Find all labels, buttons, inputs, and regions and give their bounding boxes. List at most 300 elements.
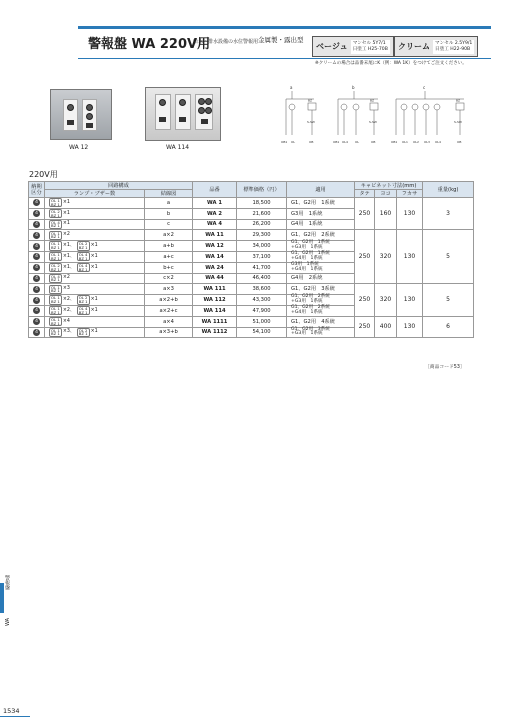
ol-count: 4 bbox=[57, 219, 60, 225]
lamp-buzzer-bracket bbox=[49, 317, 62, 326]
bz-count: 1 bbox=[85, 309, 88, 315]
weight-cell: 5 bbox=[423, 284, 474, 316]
spec-table-body bbox=[29, 198, 474, 338]
lamp-buzzer-combo bbox=[49, 306, 77, 315]
color-code-line: マンセル 5Y7/1 bbox=[352, 40, 386, 46]
application-cell bbox=[287, 295, 355, 306]
header-wiring: 結線図 bbox=[145, 190, 193, 198]
order-note: ※クリームの場合は品番末尾にK（例：WA 1K）をつけてご注文ください。 bbox=[315, 61, 467, 66]
lamp-icon bbox=[86, 113, 93, 120]
ol-prefix: OL bbox=[51, 327, 58, 333]
price-cell: 47,900 bbox=[237, 305, 287, 316]
delivery-cell bbox=[29, 198, 45, 209]
ol-count: 2 bbox=[85, 295, 88, 301]
bz-count: 1 bbox=[85, 245, 88, 251]
price-cell: 18,500 bbox=[237, 198, 287, 209]
switch-icon bbox=[159, 117, 166, 122]
header-depth: フカサ bbox=[397, 190, 423, 198]
bz-count: 1 bbox=[57, 331, 60, 337]
side-series-label: WA bbox=[5, 617, 11, 626]
multiplier: ×2、 bbox=[62, 297, 75, 303]
lamp-icon bbox=[198, 107, 205, 114]
multiplier: ×3 bbox=[62, 286, 70, 292]
application-line: G3用 1系統 bbox=[291, 210, 323, 217]
price-cell: 41,700 bbox=[237, 262, 287, 273]
diagram-label-c: c bbox=[423, 85, 426, 90]
ol-count: 1 bbox=[57, 252, 60, 258]
delivery-cell bbox=[29, 262, 45, 273]
header-application: 適用 bbox=[287, 182, 355, 198]
multiplier-value: 1 bbox=[66, 210, 70, 216]
color-option-beige bbox=[312, 36, 394, 57]
terminal-label: OB1 bbox=[281, 140, 288, 144]
multiplier: ×1 bbox=[62, 199, 70, 205]
bz-count: 1 bbox=[85, 266, 88, 272]
lamp-icon bbox=[198, 98, 205, 105]
lamp-buzzer-bracket bbox=[49, 295, 62, 304]
model-cell: WA 1112 bbox=[193, 327, 237, 338]
multiplier: ×1 bbox=[90, 264, 98, 270]
lamp-buzzer-combo bbox=[49, 274, 72, 283]
wiring-cell: a+b bbox=[145, 241, 193, 252]
lamp-buzzer-combo bbox=[49, 252, 77, 261]
wiring-cell: a×2 bbox=[145, 230, 193, 241]
lamp-buzzer-bracket bbox=[77, 295, 90, 304]
color-code-line: マンセル 2.5Y9/1 bbox=[435, 40, 473, 46]
bz-count: 1 bbox=[57, 245, 60, 251]
color-code bbox=[433, 40, 474, 54]
lamp-buzzer-cell bbox=[45, 241, 145, 252]
cabinet-depth-cell: 130 bbox=[397, 284, 423, 316]
bz-prefix: BZ bbox=[78, 299, 86, 305]
multiplier-value: 2 bbox=[66, 232, 70, 238]
multiplier: ×1、 bbox=[62, 243, 75, 249]
ol-count: 1 bbox=[57, 327, 60, 333]
price-cell: 54,100 bbox=[237, 327, 287, 338]
delivery-cell bbox=[29, 273, 45, 284]
bz-prefix: BZ bbox=[51, 223, 58, 229]
delivery-mark-icon: 4 bbox=[33, 307, 40, 314]
application-line: +G3用 1系統 bbox=[291, 245, 323, 251]
application-line: +G3用 1系統 bbox=[291, 331, 323, 337]
application-line: G1、G2用 1系統 bbox=[291, 199, 335, 206]
page-number: 1534 bbox=[3, 707, 20, 715]
lamp-buzzer-bracket bbox=[77, 252, 90, 261]
lamp-buzzer-combo bbox=[49, 231, 72, 240]
bz-count: 1 bbox=[57, 255, 60, 261]
lamp-icon bbox=[205, 98, 212, 105]
bz-count: 1 bbox=[57, 266, 60, 272]
lamp-buzzer-combo bbox=[77, 252, 100, 261]
cabinet-width-cell: 320 bbox=[375, 284, 397, 316]
page-title: 警報盤 WA 220V用 bbox=[88, 37, 211, 52]
bz-count: 1 bbox=[57, 320, 60, 326]
header-delivery: 納期区分 bbox=[29, 182, 45, 198]
multiplier: ×2 bbox=[62, 232, 70, 238]
bz-prefix: BZ bbox=[51, 288, 58, 294]
application-line: +G4用 1系統 bbox=[291, 309, 323, 315]
side-section-tab bbox=[0, 583, 4, 613]
product-code-note: ［商品コード53］ bbox=[425, 365, 465, 370]
price-cell: 29,300 bbox=[237, 230, 287, 241]
application-cell bbox=[287, 305, 355, 316]
application-line: G1、G2用 4系統 bbox=[291, 318, 335, 325]
application-line: G1、G2用 2系統 bbox=[291, 294, 330, 300]
multiplier: ×1 bbox=[90, 253, 98, 259]
header-weight: 重量(kg) bbox=[423, 182, 474, 198]
model-cell: WA 114 bbox=[193, 305, 237, 316]
application-line: +G4用 1系統 bbox=[291, 255, 323, 261]
ol-count: 2 bbox=[85, 327, 88, 333]
bz-prefix: BZ bbox=[78, 245, 86, 251]
model-cell: WA 111 bbox=[193, 284, 237, 295]
multiplier: ×1 bbox=[90, 243, 98, 249]
delivery-cell bbox=[29, 284, 45, 295]
delivery-cell bbox=[29, 295, 45, 306]
panel-plate bbox=[82, 99, 97, 131]
lamp-buzzer-bracket bbox=[77, 263, 90, 272]
bz-prefix: BZ bbox=[51, 299, 58, 305]
lamp-buzzer-bracket bbox=[49, 231, 62, 240]
delivery-mark-icon: 4 bbox=[33, 297, 40, 304]
ol-prefix: OL bbox=[51, 317, 58, 323]
header-underline bbox=[78, 58, 491, 59]
bz-prefix: BZ bbox=[51, 266, 58, 272]
buzzer-label: BZ bbox=[456, 98, 461, 103]
ol-count: 4 bbox=[57, 273, 60, 279]
multiplier-value: 1 bbox=[66, 199, 70, 205]
ol-prefix: OL bbox=[78, 263, 86, 269]
switch-label: S-SW bbox=[369, 120, 377, 124]
lamp-buzzer-combo bbox=[49, 220, 72, 229]
weight-cell: 3 bbox=[423, 198, 474, 230]
bz-prefix: BZ bbox=[51, 234, 58, 240]
ol-count: 4 bbox=[85, 263, 88, 269]
price-cell: 26,200 bbox=[237, 219, 287, 230]
price-cell: 46,400 bbox=[237, 273, 287, 284]
table-row bbox=[29, 198, 474, 209]
lamp-buzzer-bracket bbox=[49, 252, 62, 261]
ol-prefix: OL bbox=[51, 230, 58, 236]
page-number-rule bbox=[0, 716, 30, 717]
switch-label: S-SW bbox=[307, 120, 315, 124]
lamp-icon bbox=[179, 99, 186, 106]
lamp-buzzer-cell bbox=[45, 208, 145, 219]
model-cell: WA 1111 bbox=[193, 316, 237, 327]
ol-prefix: OL bbox=[78, 295, 86, 301]
ol-count: 1 bbox=[57, 241, 60, 247]
cabinet-width-cell: 160 bbox=[375, 198, 397, 230]
bz-prefix: BZ bbox=[51, 212, 58, 218]
lamp-buzzer-cell bbox=[45, 284, 145, 295]
model-cell: WA 4 bbox=[193, 219, 237, 230]
application-cell bbox=[287, 273, 355, 284]
multiplier-value: 2、 bbox=[66, 297, 75, 303]
lamp-buzzer-cell bbox=[45, 295, 145, 306]
application-line: G4用 1系統 bbox=[291, 221, 323, 228]
delivery-cell bbox=[29, 241, 45, 252]
wiring-cell: a×3 bbox=[145, 284, 193, 295]
multiplier: ×2 bbox=[62, 275, 70, 281]
lamp-buzzer-cell bbox=[45, 305, 145, 316]
color-code-line: 日塗工 H22-90B bbox=[435, 46, 471, 52]
terminal-label: OL4 bbox=[435, 140, 441, 144]
bz-prefix: BZ bbox=[78, 309, 86, 315]
lamp-buzzer-combo bbox=[49, 241, 77, 250]
application-cell bbox=[287, 262, 355, 273]
lamp-buzzer-combo bbox=[77, 241, 100, 250]
switch-icon bbox=[201, 119, 208, 124]
bz-count: 1 bbox=[57, 234, 60, 240]
header-height: タテ bbox=[355, 190, 375, 198]
panel-plate bbox=[155, 94, 171, 130]
terminal-label: OL1 bbox=[402, 140, 408, 144]
bz-count: 1 bbox=[57, 299, 60, 305]
color-code-line: 日塗工 H25-70B bbox=[352, 46, 388, 52]
delivery-cell bbox=[29, 316, 45, 327]
cabinet-width-cell: 400 bbox=[375, 316, 397, 338]
multiplier: ×1 bbox=[62, 210, 70, 216]
application-line: G1、G2用 2系統 bbox=[291, 232, 335, 239]
ol-prefix: OL bbox=[78, 252, 86, 258]
cabinet-height-cell: 250 bbox=[355, 198, 375, 230]
multiplier-value: 1 bbox=[94, 307, 98, 313]
ol-count: 2 bbox=[85, 241, 88, 247]
panel-plate bbox=[63, 99, 78, 131]
ol-count: 1 bbox=[57, 284, 60, 290]
ol-prefix: OL bbox=[51, 295, 58, 301]
lamp-buzzer-bracket bbox=[77, 328, 90, 337]
application-line: +G4用 1系統 bbox=[291, 266, 323, 272]
delivery-cell bbox=[29, 230, 45, 241]
product-photo-wa114 bbox=[145, 87, 221, 141]
photo-caption: WA 114 bbox=[166, 144, 190, 151]
multiplier: ×1、 bbox=[62, 264, 75, 270]
weight-cell: 5 bbox=[423, 230, 474, 284]
bz-count: 1 bbox=[57, 277, 60, 283]
application-cell bbox=[287, 208, 355, 219]
cabinet-depth-cell: 130 bbox=[397, 316, 423, 338]
delivery-mark-icon: 4 bbox=[33, 264, 40, 271]
table-row bbox=[29, 284, 474, 295]
switch-icon bbox=[86, 123, 93, 128]
ol-count: 2 bbox=[57, 263, 60, 269]
cabinet-height-cell: 250 bbox=[355, 284, 375, 316]
multiplier-value: 1 bbox=[94, 243, 98, 249]
switch-icon bbox=[67, 120, 74, 125]
multiplier: ×2、 bbox=[62, 307, 75, 313]
lamp-buzzer-bracket bbox=[49, 241, 62, 250]
application-line: G1、G2用 1系統 bbox=[291, 240, 330, 246]
multiplier: ×4 bbox=[62, 318, 70, 324]
lamp-buzzer-cell bbox=[45, 273, 145, 284]
model-cell: WA 14 bbox=[193, 251, 237, 262]
model-cell: WA 112 bbox=[193, 295, 237, 306]
wiring-cell: a×2+b bbox=[145, 295, 193, 306]
lamp-buzzer-cell bbox=[45, 198, 145, 209]
lamp-buzzer-combo bbox=[77, 295, 100, 304]
terminal-label: OL4 bbox=[342, 140, 348, 144]
multiplier-value: 4 bbox=[66, 318, 70, 324]
model-cell: WA 44 bbox=[193, 273, 237, 284]
application-cell bbox=[287, 316, 355, 327]
ol-prefix: OL bbox=[78, 241, 86, 247]
lamp-buzzer-cell bbox=[45, 316, 145, 327]
color-code bbox=[351, 40, 390, 54]
terminal-label: OB bbox=[457, 140, 462, 144]
delivery-mark-icon: 4 bbox=[33, 221, 40, 228]
color-option-cream bbox=[394, 36, 478, 57]
multiplier: ×3、 bbox=[62, 329, 75, 335]
model-cell: WA 1 bbox=[193, 198, 237, 209]
lamp-buzzer-cell bbox=[45, 262, 145, 273]
bz-count: 1 bbox=[57, 288, 60, 294]
terminal-label: OB bbox=[371, 140, 376, 144]
ol-prefix: OL bbox=[78, 327, 86, 333]
application-cell bbox=[287, 219, 355, 230]
ol-count: 1 bbox=[57, 317, 60, 323]
cabinet-depth-cell: 130 bbox=[397, 230, 423, 284]
bz-prefix: BZ bbox=[51, 277, 58, 283]
bz-count: 1 bbox=[57, 212, 60, 218]
lamp-buzzer-bracket bbox=[77, 241, 90, 250]
bz-prefix: BZ bbox=[78, 331, 86, 337]
wiring-diagram bbox=[278, 85, 473, 147]
price-cell: 51,000 bbox=[237, 316, 287, 327]
application-cell bbox=[287, 327, 355, 338]
application-line: +G3用 1系統 bbox=[291, 299, 323, 305]
model-cell: WA 2 bbox=[193, 208, 237, 219]
ol-prefix: OL bbox=[51, 219, 58, 225]
terminal-label: OL bbox=[291, 140, 296, 144]
application-line: G1、G2用 2系統 bbox=[291, 305, 330, 311]
ol-prefix: OL bbox=[51, 198, 58, 204]
cabinet-height-cell: 250 bbox=[355, 316, 375, 338]
bz-prefix: BZ bbox=[51, 201, 58, 207]
multiplier-value: 1、 bbox=[66, 243, 75, 249]
cabinet-depth-cell: 130 bbox=[397, 198, 423, 230]
ol-prefix: OL bbox=[51, 241, 58, 247]
header-model: 品番 bbox=[193, 182, 237, 198]
ol-count: 1 bbox=[57, 295, 60, 301]
bz-count: 1 bbox=[57, 201, 60, 207]
color-name: クリーム bbox=[398, 42, 430, 51]
delivery-cell bbox=[29, 208, 45, 219]
delivery-cell bbox=[29, 305, 45, 316]
spec-table bbox=[28, 181, 474, 338]
lamp-buzzer-bracket bbox=[77, 306, 90, 315]
delivery-cell bbox=[29, 251, 45, 262]
panel-plate bbox=[175, 94, 191, 130]
price-cell: 34,000 bbox=[237, 241, 287, 252]
multiplier: ×1、 bbox=[62, 253, 75, 259]
bz-prefix: BZ bbox=[51, 255, 58, 261]
lamp-buzzer-cell bbox=[45, 327, 145, 338]
bz-prefix: BZ bbox=[51, 309, 58, 315]
application-line: G1、G2用 3系統 bbox=[291, 326, 330, 332]
ol-count: 2 bbox=[57, 209, 60, 215]
delivery-mark-icon: 4 bbox=[33, 275, 40, 282]
ol-prefix: OL bbox=[51, 306, 58, 312]
panel-plate bbox=[195, 94, 213, 130]
ol-count: 1 bbox=[57, 198, 60, 204]
table-row bbox=[29, 230, 474, 241]
price-cell: 43,300 bbox=[237, 295, 287, 306]
application-line: G1、G2用 1系統 bbox=[291, 251, 330, 257]
diagram-label-a: a bbox=[290, 85, 293, 90]
bz-count: 1 bbox=[85, 331, 88, 337]
delivery-mark-icon: 4 bbox=[33, 286, 40, 293]
lamp-buzzer-bracket bbox=[49, 209, 62, 218]
bz-prefix: BZ bbox=[51, 331, 58, 337]
application-cell bbox=[287, 241, 355, 252]
ol-count: 1 bbox=[57, 306, 60, 312]
ol-count: 1 bbox=[57, 230, 60, 236]
ol-prefix: OL bbox=[51, 209, 58, 215]
multiplier-value: 1 bbox=[94, 297, 98, 303]
header-lamp: ランプ・ブザー数 bbox=[45, 190, 145, 198]
model-cell: WA 12 bbox=[193, 241, 237, 252]
buzzer-label: BZ bbox=[308, 98, 313, 103]
lamp-buzzer-cell bbox=[45, 230, 145, 241]
header-rule bbox=[78, 26, 491, 29]
bz-prefix: BZ bbox=[51, 320, 58, 326]
bz-prefix: BZ bbox=[51, 245, 58, 251]
lamp-buzzer-combo bbox=[49, 285, 72, 294]
multiplier-value: 1 bbox=[66, 221, 70, 227]
bz-count: 1 bbox=[85, 255, 88, 261]
multiplier-value: 3 bbox=[66, 286, 70, 292]
wiring-cell: a×3+b bbox=[145, 327, 193, 338]
lamp-buzzer-bracket bbox=[49, 285, 62, 294]
side-section-label: 警報盤 bbox=[4, 575, 10, 590]
ol-count: 4 bbox=[85, 252, 88, 258]
lamp-buzzer-combo bbox=[77, 306, 100, 315]
delivery-mark-icon: 4 bbox=[33, 329, 40, 336]
lamp-buzzer-combo bbox=[77, 328, 100, 337]
wiring-cell: a×4 bbox=[145, 316, 193, 327]
lamp-buzzer-bracket bbox=[49, 306, 62, 315]
terminal-label: OB bbox=[309, 140, 314, 144]
multiplier: ×1 bbox=[90, 329, 98, 335]
multiplier: ×1 bbox=[90, 307, 98, 313]
lamp-buzzer-bracket bbox=[49, 198, 62, 207]
bz-prefix: BZ bbox=[78, 255, 86, 261]
lamp-buzzer-combo bbox=[49, 295, 77, 304]
lamp-buzzer-combo bbox=[49, 328, 77, 337]
lamp-buzzer-combo bbox=[77, 263, 100, 272]
bz-count: 1 bbox=[85, 299, 88, 305]
lamp-icon bbox=[86, 104, 93, 111]
application-line: G3用 1系統 bbox=[291, 262, 319, 268]
delivery-mark-icon: 4 bbox=[33, 210, 40, 217]
bz-count: 1 bbox=[57, 309, 60, 315]
model-cell: WA 11 bbox=[193, 230, 237, 241]
price-cell: 38,600 bbox=[237, 284, 287, 295]
switch-label: S-SW bbox=[454, 120, 462, 124]
page-subtitle: 給水・排水設備の水位警報用 bbox=[193, 39, 259, 45]
cabinet-height-cell: 250 bbox=[355, 230, 375, 284]
lamp-buzzer-bracket bbox=[49, 220, 62, 229]
lamp-buzzer-bracket bbox=[49, 328, 62, 337]
table-row bbox=[29, 316, 474, 327]
delivery-mark-icon: 4 bbox=[33, 243, 40, 250]
terminal-label: OB1 bbox=[333, 140, 340, 144]
lamp-buzzer-combo bbox=[49, 317, 72, 326]
multiplier: ×1 bbox=[90, 297, 98, 303]
application-cell bbox=[287, 198, 355, 209]
delivery-mark-icon: 4 bbox=[33, 232, 40, 239]
